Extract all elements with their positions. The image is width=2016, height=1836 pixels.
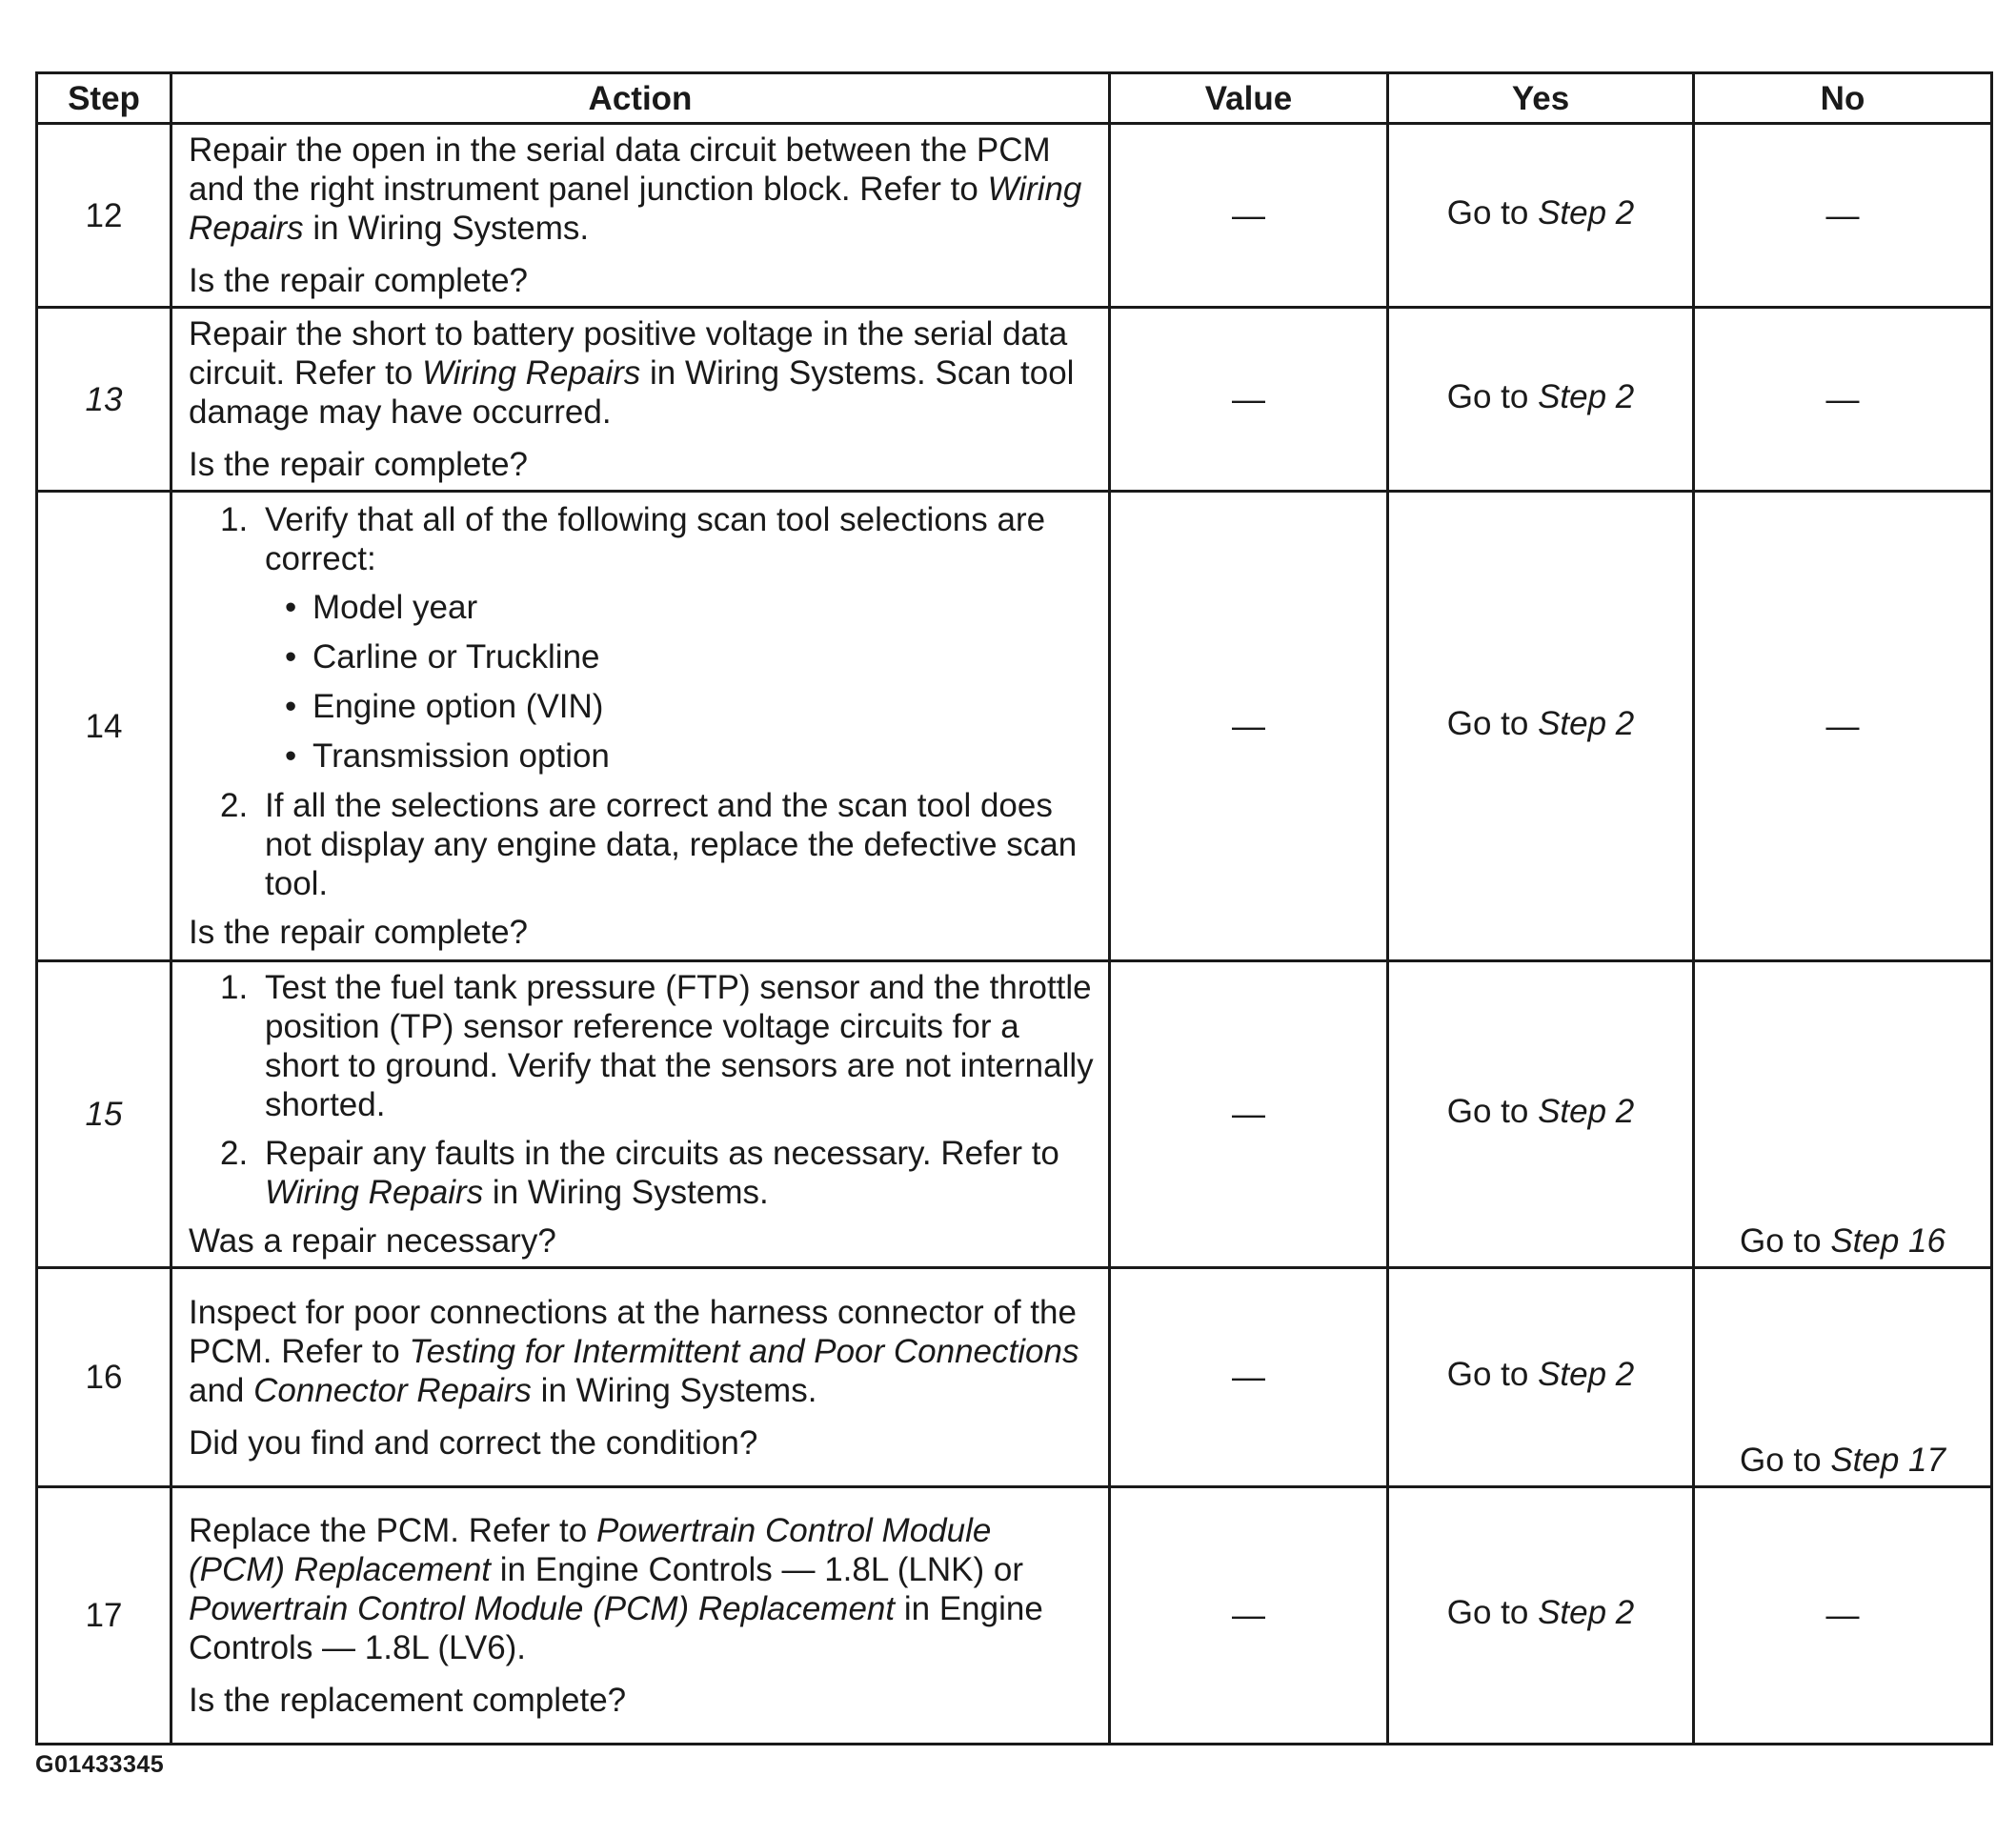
- header-yes: Yes: [1388, 73, 1694, 124]
- step-number: 12: [37, 124, 171, 308]
- action-text: [189, 1511, 1097, 1667]
- yes-cell: [1388, 1268, 1694, 1487]
- action-text-part: in Wiring Systems.: [303, 210, 590, 247]
- action-text: [189, 131, 1097, 248]
- action-cell: [171, 1268, 1110, 1487]
- list-item-text-tail: in Wiring Systems.: [483, 1174, 769, 1211]
- yes-goto-text: Go to: [1446, 193, 1539, 232]
- action-text-part: in Engine Controls — 1.8L (LV6).: [189, 1590, 1043, 1666]
- no-cell: —: [1694, 308, 1992, 492]
- numbered-list: [189, 500, 1097, 903]
- header-step: Step: [37, 73, 171, 124]
- no-cell: —: [1694, 1487, 1992, 1745]
- yes-goto-step: Step 2: [1538, 704, 1635, 742]
- yes-goto-text: Go to: [1446, 704, 1539, 742]
- reference-wiring-repairs: Wiring Repairs: [189, 171, 1082, 247]
- reference-connector-repairs: Connector Repairs: [253, 1371, 532, 1409]
- header-value: Value: [1110, 73, 1388, 124]
- action-text-part: Repair the short to battery positive voltage in the serial data circuit. Refer to: [189, 315, 1068, 392]
- bullet-text: Model year: [312, 589, 478, 626]
- list-item-text: If all the selections are correct and the scan tool does not display any engine data, replace the defective scan tool.: [265, 787, 1078, 902]
- yes-goto-text: Go to: [1446, 1093, 1539, 1130]
- yes-cell: [1388, 124, 1694, 308]
- action-text-part: Replace the PCM. Refer to: [189, 1512, 596, 1549]
- question-text: Did you find and correct the condition?: [189, 1423, 758, 1462]
- value-cell: —: [1110, 492, 1388, 961]
- yes-goto-text: Go to: [1446, 377, 1539, 415]
- question-text: Is the repair complete?: [189, 262, 529, 299]
- yes-cell: [1388, 961, 1694, 1268]
- action-cell: [171, 1487, 1110, 1745]
- question-text: Is the repair complete?: [189, 446, 529, 483]
- yes-cell: [1388, 492, 1694, 961]
- list-item-text: Test the fuel tank pressure (FTP) sensor and the throttle position (TP) sensor reference voltage circuits for a short to ground. Verify that the sensors are not internally shorted.: [265, 969, 1094, 1123]
- bullet-item: [265, 637, 1097, 676]
- header-no: No: [1694, 73, 1992, 124]
- bullet-icon: •: [285, 638, 297, 676]
- no-goto-step: Step 16: [1830, 1222, 1945, 1260]
- list-item-number: 1.: [220, 969, 249, 1006]
- table-row-step-17: [37, 1487, 1992, 1745]
- diagnostic-table: [35, 71, 1993, 1745]
- list-item: [189, 786, 1097, 903]
- list-item-number: 1.: [220, 501, 249, 538]
- bullet-list: [265, 588, 1097, 776]
- no-cell: [1694, 961, 1992, 1268]
- action-text: [189, 1293, 1097, 1410]
- value-cell: —: [1110, 1487, 1388, 1745]
- action-text-part: and: [189, 1371, 254, 1409]
- bullet-item: [265, 736, 1097, 776]
- action-text-part: in Engine Controls — 1.8L (LNK) or: [491, 1551, 1024, 1588]
- table-row-step-12: [37, 124, 1992, 308]
- action-cell: [171, 492, 1110, 961]
- step-number: 16: [37, 1268, 171, 1487]
- value-cell: —: [1110, 124, 1388, 308]
- table-row-step-13: [37, 308, 1992, 492]
- yes-goto-step: Step 2: [1538, 193, 1635, 232]
- reference-intermittent-connections: Testing for Intermittent and Poor Connections: [409, 1332, 1079, 1370]
- bullet-text: Carline or Truckline: [312, 638, 600, 676]
- table-row-step-16: [37, 1268, 1992, 1487]
- yes-goto-step: Step 2: [1538, 1594, 1635, 1631]
- no-cell: —: [1694, 492, 1992, 961]
- no-cell: —: [1694, 124, 1992, 308]
- reference-wiring-repairs: Wiring Repairs: [265, 1174, 484, 1211]
- value-cell: —: [1110, 1268, 1388, 1487]
- yes-goto-text: Go to: [1446, 1356, 1539, 1393]
- bullet-text: Engine option (VIN): [312, 688, 604, 725]
- bullet-icon: •: [285, 589, 297, 626]
- bullet-icon: •: [285, 688, 297, 725]
- action-text-part: in Wiring Systems.: [531, 1371, 817, 1409]
- bullet-item: [265, 588, 1097, 627]
- action-text-part: Repair the open in the serial data circuit between the PCM and the right instrument panel junction block. Refer to: [189, 131, 1051, 208]
- list-item-number: 2.: [220, 1135, 249, 1172]
- action-text-part: Inspect for poor connections at the harness connector of the PCM. Refer to: [189, 1293, 1077, 1370]
- action-cell: [171, 308, 1110, 492]
- question-text: Was a repair necessary?: [189, 1222, 556, 1260]
- table-row-step-15: [37, 961, 1992, 1268]
- question-text: Is the repair complete?: [189, 914, 529, 951]
- yes-goto-text: Go to: [1446, 1594, 1539, 1631]
- action-text-part: in Wiring Systems. Scan tool damage may have occurred.: [189, 354, 1075, 431]
- step-number: 13: [37, 308, 171, 492]
- value-cell: —: [1110, 308, 1388, 492]
- bullet-icon: •: [285, 737, 297, 775]
- reference-pcm-replacement: Powertrain Control Module (PCM) Replacement: [189, 1590, 896, 1627]
- no-goto-text: Go to: [1740, 1442, 1831, 1479]
- list-item: [189, 1134, 1097, 1212]
- yes-goto-step: Step 2: [1538, 377, 1635, 415]
- question-text: Is the replacement complete?: [189, 1682, 627, 1719]
- yes-cell: [1388, 1487, 1694, 1745]
- value-cell: —: [1110, 961, 1388, 1268]
- list-item-text: Repair any faults in the circuits as necessary. Refer to: [265, 1135, 1059, 1172]
- figure-code: G01433345: [35, 1751, 165, 1778]
- step-number: 14: [37, 492, 171, 961]
- no-cell: [1694, 1268, 1992, 1487]
- list-item: [189, 500, 1097, 776]
- list-item-number: 2.: [220, 787, 249, 824]
- no-goto-text: Go to: [1740, 1222, 1831, 1260]
- table-row-step-14: [37, 492, 1992, 961]
- step-number: 17: [37, 1487, 171, 1745]
- step-number: 15: [37, 961, 171, 1268]
- numbered-list: [189, 968, 1097, 1212]
- bullet-text: Transmission option: [312, 737, 610, 775]
- table-header-row: [37, 73, 1992, 124]
- list-item-text: Verify that all of the following scan tool selections are correct:: [265, 501, 1046, 577]
- reference-wiring-repairs: Wiring Repairs: [422, 354, 641, 392]
- action-text: [189, 314, 1097, 432]
- action-cell: [171, 961, 1110, 1268]
- yes-goto-step: Step 2: [1538, 1093, 1635, 1130]
- yes-goto-step: Step 2: [1538, 1356, 1635, 1393]
- action-cell: [171, 124, 1110, 308]
- yes-cell: [1388, 308, 1694, 492]
- list-item: [189, 968, 1097, 1124]
- bullet-item: [265, 687, 1097, 726]
- header-action: Action: [171, 73, 1110, 124]
- reference-pcm-replacement: Powertrain Control Module (PCM) Replacement: [189, 1512, 992, 1588]
- no-goto-step: Step 17: [1830, 1442, 1945, 1479]
